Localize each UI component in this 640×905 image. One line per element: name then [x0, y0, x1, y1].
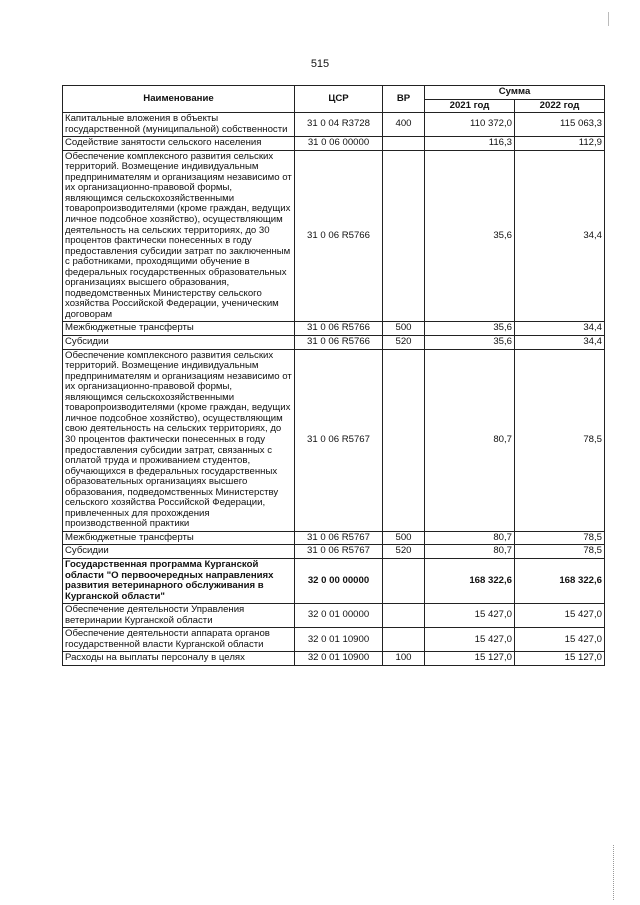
table-row: [63, 652, 605, 666]
row-sum-2022: 168 322,6: [515, 558, 605, 603]
row-vr: [383, 150, 425, 322]
header-csr: ЦСР: [295, 86, 383, 113]
scan-artifact-dots: [613, 845, 615, 900]
header-sum: Сумма: [425, 86, 605, 100]
row-csr: 32 0 01 10900: [295, 652, 383, 666]
row-vr: [383, 137, 425, 151]
row-name: Межбюджетные трансферты: [63, 322, 295, 336]
row-csr: 31 0 06 R5767: [295, 545, 383, 559]
row-name: Обеспечение деятельности Управления ветеринарии Курганской области: [63, 604, 295, 628]
row-vr: 500: [383, 322, 425, 336]
row-sum-2021: 80,7: [425, 349, 515, 531]
row-vr: [383, 628, 425, 652]
scan-edge-mark: [608, 12, 609, 26]
row-sum-2022: 34,4: [515, 150, 605, 322]
row-csr: 31 0 06 R5766: [295, 322, 383, 336]
row-name: Содействие занятости сельского населения: [63, 137, 295, 151]
row-name: Расходы на выплаты персоналу в целях: [63, 652, 295, 666]
row-sum-2021: 35,6: [425, 322, 515, 336]
row-name: Субсидии: [63, 545, 295, 559]
budget-table: [62, 85, 605, 666]
table-body: [63, 113, 605, 666]
row-vr: [383, 604, 425, 628]
row-vr: 520: [383, 336, 425, 350]
row-sum-2022: 78,5: [515, 349, 605, 531]
row-name: Государственная программа Курганской области "О первоочередных направлениях развития ветеринарного обслуживания в Курганской области": [63, 558, 295, 603]
row-sum-2021: 15 127,0: [425, 652, 515, 666]
header-vr: ВР: [383, 86, 425, 113]
row-vr: 400: [383, 113, 425, 137]
row-sum-2021: 168 322,6: [425, 558, 515, 603]
row-sum-2022: 34,4: [515, 336, 605, 350]
row-csr: 31 0 06 R5766: [295, 336, 383, 350]
table-row: [63, 322, 605, 336]
row-vr: 100: [383, 652, 425, 666]
row-sum-2021: 35,6: [425, 336, 515, 350]
row-name: Субсидии: [63, 336, 295, 350]
row-csr: 31 0 04 R3728: [295, 113, 383, 137]
row-csr: 31 0 06 R5767: [295, 531, 383, 545]
row-sum-2022: 115 063,3: [515, 113, 605, 137]
row-csr: 31 0 06 R5766: [295, 150, 383, 322]
header-year-2022: 2022 год: [515, 99, 605, 113]
row-sum-2021: 80,7: [425, 545, 515, 559]
row-sum-2022: 15 127,0: [515, 652, 605, 666]
row-sum-2022: 15 427,0: [515, 628, 605, 652]
row-sum-2021: 116,3: [425, 137, 515, 151]
row-sum-2021: 80,7: [425, 531, 515, 545]
header-year-2021: 2021 год: [425, 99, 515, 113]
row-name: Межбюджетные трансферты: [63, 531, 295, 545]
page-number: 515: [310, 58, 330, 70]
row-csr: 31 0 06 R5767: [295, 349, 383, 531]
row-sum-2022: 112,9: [515, 137, 605, 151]
table-row: [63, 349, 605, 531]
row-sum-2022: 78,5: [515, 545, 605, 559]
row-name: Обеспечение комплексного развития сельских территорий. Возмещение индивидуальным предпринимателям и организациям независимо от их организационно-правовой формы, являющимся сельскохозяйственными товаропроизводителями (кроме граждан, ведущих личное подсобное хозяйство), осуществляющим свою деятельность на сельских территориях, до 30 процентов фактически понесенных в году предоставления субсидии затрат, связанных с оплатой труда и проживанием студентов, обучающихся в федеральных государственных образовательных организациях высшего образования, подведомственных Министерству сельского хозяйства Российской Федерации, привлеченных для прохождения производственной практики: [63, 349, 295, 531]
row-name: Капитальные вложения в объекты государственной (муниципальной) собственности: [63, 113, 295, 137]
row-sum-2021: 110 372,0: [425, 113, 515, 137]
row-sum-2022: 15 427,0: [515, 604, 605, 628]
row-sum-2022: 78,5: [515, 531, 605, 545]
table-row: [63, 150, 605, 322]
table-row: [63, 604, 605, 628]
row-sum-2021: 15 427,0: [425, 628, 515, 652]
row-csr: 32 0 01 10900: [295, 628, 383, 652]
table-row: [63, 558, 605, 603]
row-vr: [383, 349, 425, 531]
table-header: [63, 86, 605, 113]
header-name: Наименование: [63, 86, 295, 113]
row-name: Обеспечение деятельности аппарата органов государственной власти Курганской области: [63, 628, 295, 652]
row-sum-2022: 34,4: [515, 322, 605, 336]
row-csr: 32 0 01 00000: [295, 604, 383, 628]
row-sum-2021: 35,6: [425, 150, 515, 322]
row-vr: 500: [383, 531, 425, 545]
row-csr: 31 0 06 00000: [295, 137, 383, 151]
row-name: Обеспечение комплексного развития сельских территорий. Возмещение индивидуальным предпринимателям и организациям независимо от их организационно-правовой формы, являющимся сельскохозяйственными товаропроизводителями (кроме граждан, ведущих личное подсобное хозяйство), осуществляющим деятельность на сельских территориях, до 30 процентов фактически понесенных в году предоставления субсидии затрат по заключенным с работниками, проходящими обучение в федеральных государственных образовательных организациях высшего образования, подведомственных Министерству сельского хозяйства Российской Федерации, ученическим договорам: [63, 150, 295, 322]
table-row: [63, 336, 605, 350]
row-sum-2021: 15 427,0: [425, 604, 515, 628]
table-row: [63, 531, 605, 545]
table-row: [63, 545, 605, 559]
row-vr: 520: [383, 545, 425, 559]
table-row: [63, 137, 605, 151]
table-row: [63, 628, 605, 652]
table-row: [63, 113, 605, 137]
row-csr: 32 0 00 00000: [295, 558, 383, 603]
row-vr: [383, 558, 425, 603]
